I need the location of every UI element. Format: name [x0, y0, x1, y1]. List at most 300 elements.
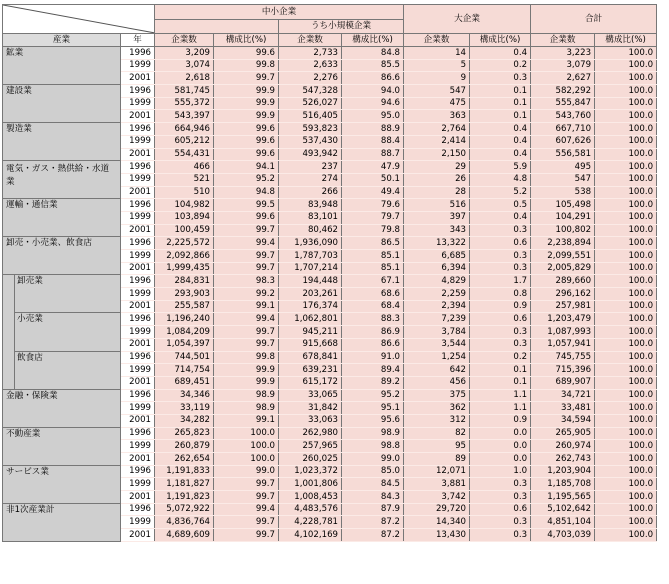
sme-count-cell: 543,397	[155, 110, 214, 123]
small-ratio-cell: 86.5	[342, 237, 404, 250]
total-ratio-cell: 100.0	[595, 224, 657, 237]
total-count-cell: 105,498	[531, 199, 595, 212]
small-count-cell: 237	[279, 161, 342, 174]
small-ratio-cell: 87.2	[342, 529, 404, 542]
total-count-cell: 1,203,904	[531, 465, 595, 478]
category-label: 卸売・小売業、飲食店	[3, 237, 121, 275]
table-row	[3, 161, 657, 174]
total-count-cell: 289,660	[531, 275, 595, 288]
sme-count-cell: 581,745	[155, 85, 214, 98]
year-cell: 1999	[121, 516, 155, 529]
sme-count-cell: 104,982	[155, 199, 214, 212]
large-count-cell: 14,340	[404, 516, 470, 529]
year-cell: 1999	[121, 326, 155, 339]
small-ratio-cell: 95.2	[342, 389, 404, 402]
large-count-cell: 343	[404, 224, 470, 237]
sme-ratio-cell: 99.0	[214, 465, 279, 478]
enterprise-statistics-table	[2, 4, 657, 542]
header-large-ratio: 構成比(%)	[470, 34, 531, 47]
sme-ratio-cell: 99.7	[214, 516, 279, 529]
small-count-cell: 266	[279, 186, 342, 199]
sme-count-cell: 510	[155, 186, 214, 199]
small-ratio-cell: 79.8	[342, 224, 404, 237]
table-row	[3, 123, 657, 136]
sme-ratio-cell: 99.7	[214, 262, 279, 275]
total-count-cell: 555,847	[531, 97, 595, 110]
large-count-cell: 312	[404, 414, 470, 427]
sme-count-cell: 103,894	[155, 211, 214, 224]
total-ratio-cell: 100.0	[595, 148, 657, 161]
sme-count-cell: 260,879	[155, 440, 214, 453]
sme-ratio-cell: 99.9	[214, 364, 279, 377]
large-ratio-cell: 4.8	[470, 173, 531, 186]
large-ratio-cell: 0.3	[470, 491, 531, 504]
sme-ratio-cell: 99.7	[214, 224, 279, 237]
total-ratio-cell: 100.0	[595, 59, 657, 72]
large-count-cell: 12,071	[404, 465, 470, 478]
total-count-cell: 1,203,479	[531, 313, 595, 326]
year-cell: 1996	[121, 199, 155, 212]
total-ratio-cell: 100.0	[595, 364, 657, 377]
sme-count-cell: 4,836,764	[155, 516, 214, 529]
year-cell: 1996	[121, 389, 155, 402]
sme-ratio-cell: 99.7	[214, 326, 279, 339]
small-count-cell: 4,228,781	[279, 516, 342, 529]
small-count-cell: 257,965	[279, 440, 342, 453]
category-label: 建設業	[3, 85, 121, 123]
total-ratio-cell: 100.0	[595, 173, 657, 186]
small-ratio-cell: 98.8	[342, 440, 404, 453]
sme-count-cell: 521	[155, 173, 214, 186]
total-count-cell: 745,755	[531, 351, 595, 364]
large-ratio-cell: 0.6	[470, 313, 531, 326]
total-ratio-cell: 100.0	[595, 338, 657, 351]
total-count-cell: 2,627	[531, 72, 595, 85]
small-count-cell: 1,001,806	[279, 478, 342, 491]
total-count-cell: 1,087,993	[531, 326, 595, 339]
total-count-cell: 257,981	[531, 300, 595, 313]
total-ratio-cell: 100.0	[595, 110, 657, 123]
small-ratio-cell: 50.1	[342, 173, 404, 186]
header-sme-ratio: 構成比(%)	[214, 34, 279, 47]
total-count-cell: 1,195,565	[531, 491, 595, 504]
year-cell: 1996	[121, 237, 155, 250]
year-cell: 1999	[121, 173, 155, 186]
year-cell: 2001	[121, 110, 155, 123]
total-ratio-cell: 100.0	[595, 427, 657, 440]
small-ratio-cell: 86.6	[342, 338, 404, 351]
small-ratio-cell: 89.4	[342, 364, 404, 377]
sme-count-cell: 466	[155, 161, 214, 174]
small-ratio-cell: 88.4	[342, 135, 404, 148]
large-ratio-cell: 0.4	[470, 148, 531, 161]
table-row	[3, 351, 657, 364]
small-ratio-cell: 68.4	[342, 300, 404, 313]
sme-ratio-cell: 100.0	[214, 427, 279, 440]
category-label: サービス業	[3, 465, 121, 503]
small-count-cell: 33,063	[279, 414, 342, 427]
small-ratio-cell: 95.1	[342, 402, 404, 415]
total-ratio-cell: 100.0	[595, 123, 657, 136]
large-ratio-cell: 0.1	[470, 97, 531, 110]
table-row	[3, 313, 657, 326]
corner-diagonal-line	[3, 5, 155, 33]
category-label: 金融・保険業	[3, 389, 121, 427]
sme-ratio-cell: 99.7	[214, 72, 279, 85]
sme-count-cell: 33,119	[155, 402, 214, 415]
sme-ratio-cell: 99.7	[214, 491, 279, 504]
small-count-cell: 526,027	[279, 97, 342, 110]
total-ratio-cell: 100.0	[595, 414, 657, 427]
large-count-cell: 1,254	[404, 351, 470, 364]
small-count-cell: 1,023,372	[279, 465, 342, 478]
sme-count-cell: 689,451	[155, 376, 214, 389]
large-count-cell: 9	[404, 72, 470, 85]
total-count-cell: 538	[531, 186, 595, 199]
large-count-cell: 2,259	[404, 288, 470, 301]
year-cell: 1996	[121, 275, 155, 288]
category-label: 運輸・通信業	[3, 199, 121, 237]
sme-ratio-cell: 98.9	[214, 389, 279, 402]
total-count-cell: 3,079	[531, 59, 595, 72]
sme-ratio-cell: 99.7	[214, 478, 279, 491]
table-body	[3, 47, 657, 542]
large-count-cell: 547	[404, 85, 470, 98]
sme-count-cell: 664,946	[155, 123, 214, 136]
year-cell: 2001	[121, 491, 155, 504]
large-ratio-cell: 1.7	[470, 275, 531, 288]
large-ratio-cell: 0.4	[470, 211, 531, 224]
total-ratio-cell: 100.0	[595, 275, 657, 288]
small-ratio-cell: 94.6	[342, 97, 404, 110]
small-count-cell: 593,823	[279, 123, 342, 136]
large-count-cell: 3,742	[404, 491, 470, 504]
sme-count-cell: 555,372	[155, 97, 214, 110]
header-small: うち小規模企業	[279, 20, 404, 34]
category-label: 卸売業	[15, 275, 121, 313]
year-cell: 2001	[121, 414, 155, 427]
sme-ratio-cell: 94.1	[214, 161, 279, 174]
total-ratio-cell: 100.0	[595, 250, 657, 263]
sme-ratio-cell: 99.4	[214, 503, 279, 516]
table-row	[3, 465, 657, 478]
small-ratio-cell: 67.1	[342, 275, 404, 288]
header-total: 合計	[531, 5, 657, 34]
sme-count-cell: 1,191,833	[155, 465, 214, 478]
category-label: 鉱業	[3, 47, 121, 85]
total-count-cell: 582,292	[531, 85, 595, 98]
total-ratio-cell: 100.0	[595, 465, 657, 478]
total-count-cell: 667,710	[531, 123, 595, 136]
large-count-cell: 516	[404, 199, 470, 212]
small-ratio-cell: 79.7	[342, 211, 404, 224]
total-ratio-cell: 100.0	[595, 491, 657, 504]
total-count-cell: 3,223	[531, 47, 595, 60]
large-ratio-cell: 0.9	[470, 300, 531, 313]
sme-count-cell: 293,903	[155, 288, 214, 301]
sme-ratio-cell: 99.9	[214, 376, 279, 389]
year-cell: 1996	[121, 161, 155, 174]
year-cell: 2001	[121, 453, 155, 466]
small-count-cell: 274	[279, 173, 342, 186]
total-ratio-cell: 100.0	[595, 161, 657, 174]
category-label: 飲食店	[15, 351, 121, 389]
large-count-cell: 375	[404, 389, 470, 402]
total-count-cell: 100,802	[531, 224, 595, 237]
sme-ratio-cell: 99.8	[214, 59, 279, 72]
small-count-cell: 31,842	[279, 402, 342, 415]
large-ratio-cell: 0.9	[470, 414, 531, 427]
large-count-cell: 363	[404, 110, 470, 123]
total-count-cell: 260,974	[531, 440, 595, 453]
small-ratio-cell: 95.0	[342, 110, 404, 123]
small-count-cell: 915,668	[279, 338, 342, 351]
sme-count-cell: 284,831	[155, 275, 214, 288]
sme-ratio-cell: 99.6	[214, 211, 279, 224]
header-total-ratio: 構成比(%)	[595, 34, 657, 47]
total-ratio-cell: 100.0	[595, 97, 657, 110]
large-ratio-cell: 0.3	[470, 529, 531, 542]
small-ratio-cell: 98.9	[342, 427, 404, 440]
large-count-cell: 89	[404, 453, 470, 466]
sme-ratio-cell: 99.6	[214, 47, 279, 60]
sme-count-cell: 2,618	[155, 72, 214, 85]
sme-ratio-cell: 99.7	[214, 529, 279, 542]
sme-count-cell: 605,212	[155, 135, 214, 148]
large-count-cell: 6,685	[404, 250, 470, 263]
large-ratio-cell: 0.1	[470, 110, 531, 123]
large-count-cell: 2,414	[404, 135, 470, 148]
small-count-cell: 83,101	[279, 211, 342, 224]
year-cell: 1999	[121, 250, 155, 263]
small-ratio-cell: 85.0	[342, 465, 404, 478]
small-count-cell: 2,276	[279, 72, 342, 85]
total-ratio-cell: 100.0	[595, 376, 657, 389]
small-count-cell: 678,841	[279, 351, 342, 364]
small-count-cell: 493,942	[279, 148, 342, 161]
year-cell: 2001	[121, 376, 155, 389]
year-cell: 1999	[121, 440, 155, 453]
sme-ratio-cell: 99.1	[214, 300, 279, 313]
total-count-cell: 1,057,941	[531, 338, 595, 351]
year-cell: 1999	[121, 211, 155, 224]
total-ratio-cell: 100.0	[595, 186, 657, 199]
large-ratio-cell: 0.2	[470, 59, 531, 72]
total-count-cell: 4,851,104	[531, 516, 595, 529]
total-count-cell: 265,905	[531, 427, 595, 440]
large-ratio-cell: 0.1	[470, 364, 531, 377]
year-cell: 2001	[121, 72, 155, 85]
large-count-cell: 4,829	[404, 275, 470, 288]
large-count-cell: 82	[404, 427, 470, 440]
small-count-cell: 4,483,576	[279, 503, 342, 516]
total-ratio-cell: 100.0	[595, 402, 657, 415]
large-ratio-cell: 5.2	[470, 186, 531, 199]
total-count-cell: 262,743	[531, 453, 595, 466]
total-ratio-cell: 100.0	[595, 516, 657, 529]
year-cell: 1996	[121, 503, 155, 516]
small-count-cell: 547,328	[279, 85, 342, 98]
small-ratio-cell: 85.1	[342, 250, 404, 263]
total-count-cell: 556,581	[531, 148, 595, 161]
small-count-cell: 203,261	[279, 288, 342, 301]
small-count-cell: 4,102,169	[279, 529, 342, 542]
total-count-cell: 4,703,039	[531, 529, 595, 542]
sme-count-cell: 255,587	[155, 300, 214, 313]
table-row	[3, 199, 657, 212]
small-count-cell: 1,062,801	[279, 313, 342, 326]
small-count-cell: 80,462	[279, 224, 342, 237]
header-small-ratio: 構成比(%)	[342, 34, 404, 47]
sme-ratio-cell: 99.1	[214, 414, 279, 427]
total-count-cell: 2,238,894	[531, 237, 595, 250]
total-ratio-cell: 100.0	[595, 503, 657, 516]
year-cell: 2001	[121, 300, 155, 313]
small-count-cell: 945,211	[279, 326, 342, 339]
total-count-cell: 34,594	[531, 414, 595, 427]
small-count-cell: 1,008,453	[279, 491, 342, 504]
small-ratio-cell: 84.8	[342, 47, 404, 60]
small-ratio-cell: 87.9	[342, 503, 404, 516]
large-count-cell: 2,150	[404, 148, 470, 161]
total-ratio-cell: 100.0	[595, 529, 657, 542]
small-ratio-cell: 88.9	[342, 123, 404, 136]
large-ratio-cell: 0.6	[470, 237, 531, 250]
large-count-cell: 95	[404, 440, 470, 453]
sme-count-cell: 34,346	[155, 389, 214, 402]
small-count-cell: 33,065	[279, 389, 342, 402]
sme-ratio-cell: 99.2	[214, 288, 279, 301]
large-ratio-cell: 0.0	[470, 427, 531, 440]
sme-ratio-cell: 99.5	[214, 199, 279, 212]
large-count-cell: 642	[404, 364, 470, 377]
sme-ratio-cell: 99.4	[214, 313, 279, 326]
large-ratio-cell: 0.3	[470, 72, 531, 85]
sme-count-cell: 1,181,827	[155, 478, 214, 491]
total-ratio-cell: 100.0	[595, 351, 657, 364]
sme-ratio-cell: 94.8	[214, 186, 279, 199]
small-ratio-cell: 88.7	[342, 148, 404, 161]
small-count-cell: 639,231	[279, 364, 342, 377]
year-cell: 1996	[121, 85, 155, 98]
small-ratio-cell: 86.6	[342, 72, 404, 85]
large-count-cell: 3,881	[404, 478, 470, 491]
large-count-cell: 3,544	[404, 338, 470, 351]
sme-count-cell: 265,823	[155, 427, 214, 440]
sme-count-cell: 4,689,609	[155, 529, 214, 542]
sme-ratio-cell: 100.0	[214, 453, 279, 466]
small-count-cell: 1,936,090	[279, 237, 342, 250]
small-ratio-cell: 95.6	[342, 414, 404, 427]
small-ratio-cell: 85.1	[342, 262, 404, 275]
total-count-cell: 33,481	[531, 402, 595, 415]
table-row	[3, 389, 657, 402]
small-count-cell: 194,448	[279, 275, 342, 288]
total-ratio-cell: 100.0	[595, 389, 657, 402]
header-sme-spacer	[155, 20, 279, 34]
small-count-cell: 176,374	[279, 300, 342, 313]
category-label: 小売業	[15, 313, 121, 351]
total-ratio-cell: 100.0	[595, 262, 657, 275]
category-label: 製造業	[3, 123, 121, 161]
sme-count-cell: 3,209	[155, 47, 214, 60]
large-ratio-cell: 0.3	[470, 250, 531, 263]
sme-ratio-cell: 99.8	[214, 351, 279, 364]
header-year: 年	[121, 34, 155, 47]
header-large: 大企業	[404, 5, 531, 34]
total-count-cell: 34,721	[531, 389, 595, 402]
large-ratio-cell: 0.6	[470, 503, 531, 516]
large-count-cell: 5	[404, 59, 470, 72]
large-ratio-cell: 1.0	[470, 465, 531, 478]
large-ratio-cell: 0.4	[470, 135, 531, 148]
small-ratio-cell: 84.3	[342, 491, 404, 504]
year-cell: 1996	[121, 427, 155, 440]
sme-count-cell: 5,072,922	[155, 503, 214, 516]
small-ratio-cell: 87.2	[342, 516, 404, 529]
sme-ratio-cell: 99.7	[214, 338, 279, 351]
sme-count-cell: 554,431	[155, 148, 214, 161]
year-cell: 2001	[121, 262, 155, 275]
sme-ratio-cell: 95.2	[214, 173, 279, 186]
total-ratio-cell: 100.0	[595, 135, 657, 148]
sme-ratio-cell: 99.6	[214, 123, 279, 136]
year-cell: 2001	[121, 148, 155, 161]
small-count-cell: 83,948	[279, 199, 342, 212]
total-count-cell: 495	[531, 161, 595, 174]
large-ratio-cell: 0.0	[470, 453, 531, 466]
year-cell: 1996	[121, 351, 155, 364]
total-count-cell: 715,396	[531, 364, 595, 377]
small-ratio-cell: 68.6	[342, 288, 404, 301]
sme-count-cell: 2,225,572	[155, 237, 214, 250]
small-count-cell: 1,787,703	[279, 250, 342, 263]
small-count-cell: 2,633	[279, 59, 342, 72]
total-ratio-cell: 100.0	[595, 288, 657, 301]
header-large-count: 企業数	[404, 34, 470, 47]
small-count-cell: 2,733	[279, 47, 342, 60]
small-count-cell: 615,172	[279, 376, 342, 389]
small-count-cell: 1,707,214	[279, 262, 342, 275]
total-ratio-cell: 100.0	[595, 440, 657, 453]
large-count-cell: 2,394	[404, 300, 470, 313]
sme-ratio-cell: 99.9	[214, 85, 279, 98]
large-count-cell: 3,784	[404, 326, 470, 339]
small-ratio-cell: 79.6	[342, 199, 404, 212]
total-ratio-cell: 100.0	[595, 199, 657, 212]
small-ratio-cell: 99.0	[342, 453, 404, 466]
large-count-cell: 397	[404, 211, 470, 224]
small-ratio-cell: 86.9	[342, 326, 404, 339]
large-count-cell: 29	[404, 161, 470, 174]
year-cell: 1996	[121, 123, 155, 136]
total-ratio-cell: 100.0	[595, 313, 657, 326]
large-count-cell: 2,764	[404, 123, 470, 136]
sme-ratio-cell: 99.4	[214, 237, 279, 250]
sme-ratio-cell: 98.9	[214, 402, 279, 415]
total-ratio-cell: 100.0	[595, 478, 657, 491]
table-row	[3, 275, 657, 288]
large-count-cell: 362	[404, 402, 470, 415]
sme-count-cell: 744,501	[155, 351, 214, 364]
header-sme: 中小企業	[155, 5, 404, 20]
small-count-cell: 260,025	[279, 453, 342, 466]
large-count-cell: 475	[404, 97, 470, 110]
total-count-cell: 689,907	[531, 376, 595, 389]
header-sme-count: 企業数	[155, 34, 214, 47]
sme-ratio-cell: 99.9	[214, 97, 279, 110]
large-ratio-cell: 0.3	[470, 224, 531, 237]
